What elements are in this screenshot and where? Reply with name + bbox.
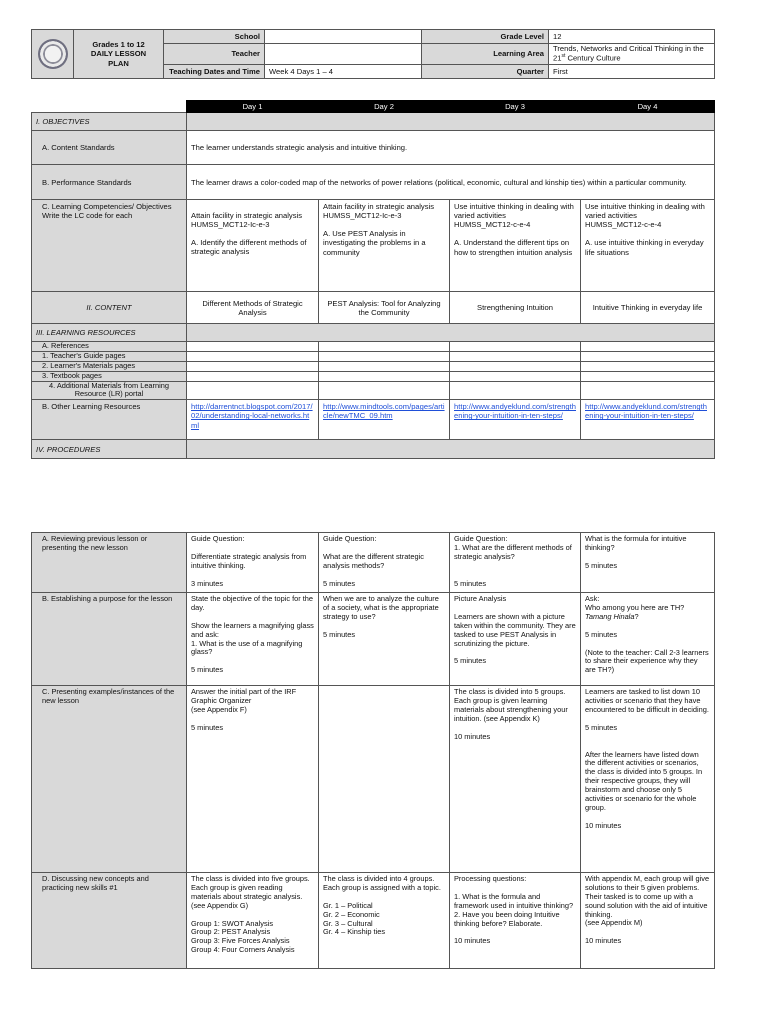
procedure-a-label: A. Reviewing previous lesson or presenting the new lesson [42, 534, 148, 552]
competency-2-code: HUMSS_MCT12-Ic-e-3 [323, 211, 402, 221]
content-day-4: Intuitive Thinking in everyday life [581, 292, 715, 324]
competencies-row [32, 200, 715, 292]
procedure-b-row [32, 593, 715, 686]
procedure-b-d4-question: Who among you here are TH? [585, 602, 685, 612]
learning-area-label: Learning Area [422, 44, 549, 65]
learning-area-text: Trends, Networks and Critical Thinking in the 21 [553, 44, 704, 63]
procedure-b-d1-minutes: 5 minutes [191, 665, 224, 675]
references-row [32, 342, 715, 352]
day-1-header: Day 1 [187, 101, 319, 113]
procedure-d-d3-question-2: 2. Have you been doing Intuitive thinking before? Elaborate. [454, 909, 560, 928]
resource-link-day-3[interactable]: http://www.andyeklund.com/strengthening-your-intuition-in-ten-steps/ [454, 402, 576, 421]
procedure-d-d3-minutes: 10 minutes [454, 936, 491, 946]
references-label: A. References [42, 341, 89, 351]
procedure-d-d1-group-3: Group 3: Five Forces Analysis [191, 936, 290, 946]
procedure-d-day-4 [581, 873, 715, 969]
resource-link-day-2[interactable]: http://www.mindtools.com/pages/article/newTMC_09.htm [323, 402, 445, 421]
procedure-a-d1-q: Guide Question: [191, 534, 245, 543]
procedure-b-d4-qmark: ? [634, 611, 639, 621]
procedure-b-day-4 [581, 593, 715, 686]
procedure-b-d4-ask: Ask: [585, 594, 600, 603]
teacher-field[interactable] [265, 44, 422, 65]
procedures-table [31, 532, 715, 969]
content-day-2: PEST Analysis: Tool for Analyzing the Community [319, 292, 450, 324]
performance-standards-label: B. Performance Standards [42, 177, 132, 187]
dlp-title-line-2: DAILY LESSON [90, 49, 147, 59]
procedure-d-d3-question-1: 1. What is the formula and framework used in intuitive thinking? [454, 891, 574, 910]
content-heading: II. CONTENT [32, 292, 187, 324]
teachers-guide-row [32, 351, 715, 361]
competency-3-text: Use intuitive thinking in dealing with varied activities [454, 202, 574, 221]
competency-1-objective: A. Identify the different methods of strategic analysis [191, 238, 307, 257]
procedure-c-d1-appendix: (see Appendix F) [191, 704, 247, 714]
procedure-d-day-1 [187, 873, 319, 969]
dates-field[interactable]: Week 4 Days 1 – 4 [265, 64, 422, 78]
procedure-a-d2-text: What are the different strategic analysis methods? [323, 551, 424, 570]
other-resources-row [32, 400, 715, 440]
day-header-row [32, 101, 715, 113]
competency-4-objective: A. use intuitive thinking in everyday life situations [585, 238, 704, 257]
competency-4-text: Use intuitive thinking in dealing with varied activities [585, 202, 705, 221]
resources-heading: III. LEARNING RESOURCES [32, 324, 187, 342]
learners-materials-row [32, 361, 715, 371]
competency-1-text: Attain facility in strategic analysis [191, 211, 302, 221]
procedure-d-label: D. Discussing new concepts and practicing new skills #1 [42, 874, 149, 892]
procedure-a-day-3 [450, 533, 581, 593]
competency-3-code: HUMSS_MCT12-c-e-4 [454, 220, 531, 230]
procedure-c-d3-text: The class is divided into 5 groups. Each group is given learning materials about strengthening your intuition. (see Appendix K) [454, 687, 568, 723]
learning-area-text-2: Century Culture [567, 53, 621, 63]
content-standards-label: A. Content Standards [42, 143, 115, 153]
content-standards-text: The learner understands strategic analysis and intuitive thinking. [187, 131, 715, 165]
procedures-section-row [32, 440, 715, 459]
procedure-d-d1-text: The class is divided into five groups. Each group is given reading materials about strategic analysis. (see Appendix G) [191, 874, 310, 910]
competency-4-code: HUMSS_MCT12-c-e-4 [585, 220, 662, 230]
procedure-d-row [32, 873, 715, 969]
content-standards-row [32, 131, 715, 165]
procedure-d-d2-group-3: Gr. 3 – Cultural [323, 918, 373, 928]
procedure-b-label: B. Establishing a purpose for the lesson [42, 594, 173, 603]
procedure-a-d4-minutes: 5 minutes [585, 560, 618, 570]
procedure-b-day-2 [319, 593, 450, 686]
school-label: School [164, 30, 265, 44]
procedure-a-day-1 [187, 533, 319, 593]
procedure-a-d2-q: Guide Question: [323, 534, 377, 543]
procedure-b-d4-note: (Note to the teacher: Call 2-3 learners to share their experience why they are TH?) [585, 647, 709, 675]
procedure-a-row [32, 533, 715, 593]
dlp-title-line-3: PLAN [108, 58, 129, 68]
procedure-a-d3-minutes: 5 minutes [454, 578, 487, 588]
deped-seal-cell [32, 30, 74, 79]
procedure-b-d2-text: When we are to analyze the culture of a society, what is the appropriate strategy to use? [323, 594, 439, 621]
competency-day-4 [581, 200, 715, 292]
procedure-d-d1-group-1: Group 1: SWOT Analysis [191, 918, 274, 928]
procedure-b-d3-heading: Picture Analysis [454, 594, 507, 603]
performance-standards-text: The learner draws a color-coded map of the networks of power relations (political, economic, cultural and kinship ties) within a particular community. [187, 165, 715, 200]
procedure-b-d3-text: Learners are shown with a picture taken within the community. They are tasked to use PEST Analysis in scrutinizing the picture. [454, 611, 576, 648]
grade-level-label: Grade Level [422, 30, 549, 44]
dlp-title [74, 30, 164, 79]
learning-area-sup: st [561, 52, 566, 59]
procedure-b-day-3 [450, 593, 581, 686]
procedure-c-d4-text-1: Learners are tasked to list down 10 activities or scenario that they have encountered to be difficult in deciding. [585, 687, 709, 714]
procedure-c-label: C. Presenting examples/instances of the new lesson [42, 687, 175, 705]
day-4-header: Day 4 [581, 101, 715, 113]
header-table [31, 29, 715, 79]
procedure-b-d1-text-1: State the objective of the topic for the day. [191, 594, 314, 612]
procedure-a-d1-text: Differentiate strategic analysis from intuitive thinking. [191, 551, 307, 570]
procedure-d-d4-appendix: (see Appendix M) [585, 918, 643, 928]
procedure-c-row [32, 686, 715, 873]
other-resources-label: B. Other Learning Resources [42, 402, 141, 412]
procedure-c-d4-minutes-1: 5 minutes [585, 722, 618, 732]
procedure-a-d3-q: Guide Question: [454, 534, 508, 543]
competencies-label: C. Learning Competencies/ Objectives Write the LC code for each [42, 202, 172, 221]
competency-2-objective: A. Use PEST Analysis in investigating the problems in a community [323, 229, 426, 257]
procedure-c-d1-minutes: 5 minutes [191, 722, 224, 732]
performance-standards-row [32, 165, 715, 200]
content-day-3: Strengthening Intuition [450, 292, 581, 324]
lr-portal-label: 4. Additional Materials from Learning Resource (LR) portal [32, 381, 187, 400]
procedure-c-d3-minutes: 10 minutes [454, 731, 491, 741]
dlp-title-line-1: Grades 1 to 12 [92, 39, 145, 49]
competency-day-1 [187, 200, 319, 292]
procedure-d-d2-group-2: Gr. 2 – Economic [323, 909, 380, 919]
day-2-header: Day 2 [319, 101, 450, 113]
quarter-field[interactable]: First [549, 64, 715, 78]
competency-day-2 [319, 200, 450, 292]
competency-2-text: Attain facility in strategic analysis [323, 202, 434, 212]
procedure-c-day-4 [581, 686, 715, 873]
procedure-d-d2-group-4: Gr. 4 – Kinship ties [323, 927, 386, 937]
content-day-1: Different Methods of Strategic Analysis [187, 292, 319, 324]
lr-portal-row [32, 381, 715, 400]
day-3-header: Day 3 [450, 101, 581, 113]
procedure-b-d2-minutes: 5 minutes [323, 629, 356, 639]
procedure-d-d3-heading: Processing questions: [454, 874, 527, 883]
resource-link-day-1[interactable]: http://darrentnct.blogspot.com/2017/02/understanding-local-networks.html [191, 402, 313, 430]
dates-label: Teaching Dates and Time [164, 64, 265, 78]
teachers-guide-label: 1. Teacher's Guide pages [42, 351, 126, 360]
procedure-c-d4-text-2: After the learners have listed down the different activities or scenarios, the class is divided into 5 groups. In their respective groups, they will brainstorm and choose only 5 activities or scenario for the whole group. [585, 749, 703, 812]
procedure-a-d1-minutes: 3 minutes [191, 578, 224, 588]
objectives-heading: I. OBJECTIVES [32, 113, 187, 131]
deped-seal-logo [38, 39, 68, 69]
competency-day-3 [450, 200, 581, 292]
resource-link-day-4[interactable]: http://www.andyeklund.com/strengthening-your-intuition-in-ten-steps/ [585, 402, 707, 421]
teacher-label: Teacher [164, 44, 265, 65]
textbook-row [32, 371, 715, 381]
procedures-heading: IV. PROCEDURES [32, 440, 187, 459]
procedure-d-d1-group-4: Group 4: Four Corners Analysis [191, 945, 295, 955]
textbook-label: 3. Textbook pages [42, 371, 102, 380]
procedure-c-day-3 [450, 686, 581, 873]
procedure-b-d4-minutes: 5 minutes [585, 629, 618, 639]
procedure-b-d3-minutes: 5 minutes [454, 656, 487, 666]
competency-3-objective: A. Understand the different tips on how to strengthen intuition analysis [454, 238, 573, 257]
procedure-d-d2-group-1: Gr. 1 – Political [323, 900, 373, 910]
learners-materials-label: 2. Learner's Materials pages [42, 361, 136, 370]
learning-area-field[interactable] [549, 44, 715, 65]
procedure-d-d1-group-2: Group 2: PEST Analysis [191, 927, 271, 937]
objectives-section-row [32, 113, 715, 131]
objectives-table [31, 100, 715, 459]
procedure-c-d4-minutes-2: 10 minutes [585, 820, 622, 830]
procedure-a-day-4 [581, 533, 715, 593]
grade-level-field[interactable]: 12 [549, 30, 715, 44]
procedure-c-day-2 [319, 686, 450, 873]
procedure-a-d2-minutes: 5 minutes [323, 578, 356, 588]
procedure-b-d1-text-2: Show the learners a magnifying glass and ask: [191, 620, 314, 639]
school-field[interactable] [265, 30, 422, 44]
procedure-d-day-3 [450, 873, 581, 969]
quarter-label: Quarter [422, 64, 549, 78]
procedure-d-d4-minutes: 10 minutes [585, 936, 622, 946]
procedure-d-day-2 [319, 873, 450, 969]
resources-section-row [32, 324, 715, 342]
procedure-b-day-1 [187, 593, 319, 686]
content-row [32, 292, 715, 324]
procedure-a-d4-text: What is the formula for intuitive thinking? [585, 534, 687, 552]
procedure-b-d1-text-3: 1. What is the use of a magnifying glass? [191, 638, 303, 657]
procedure-b-d4-tag: Tamang Hinala [585, 611, 635, 621]
procedure-a-day-2 [319, 533, 450, 593]
procedure-d-d2-text: The class is divided into 4 groups. Each group is assigned with a topic. [323, 874, 441, 892]
procedure-c-d1-text: Answer the initial part of the IRF Graphic Organizer [191, 687, 297, 705]
procedure-a-d3-text: 1. What are the different methods of strategic analysis? [454, 542, 572, 561]
procedure-c-day-1 [187, 686, 319, 873]
procedure-d-d4-text: With appendix M, each group will give solutions to their 5 given problems. Their tasked is to come up with a sound solution with the aid of intuitive thinking. [585, 874, 710, 919]
competency-1-code: HUMSS_MCT12-Ic-e-3 [191, 220, 270, 230]
